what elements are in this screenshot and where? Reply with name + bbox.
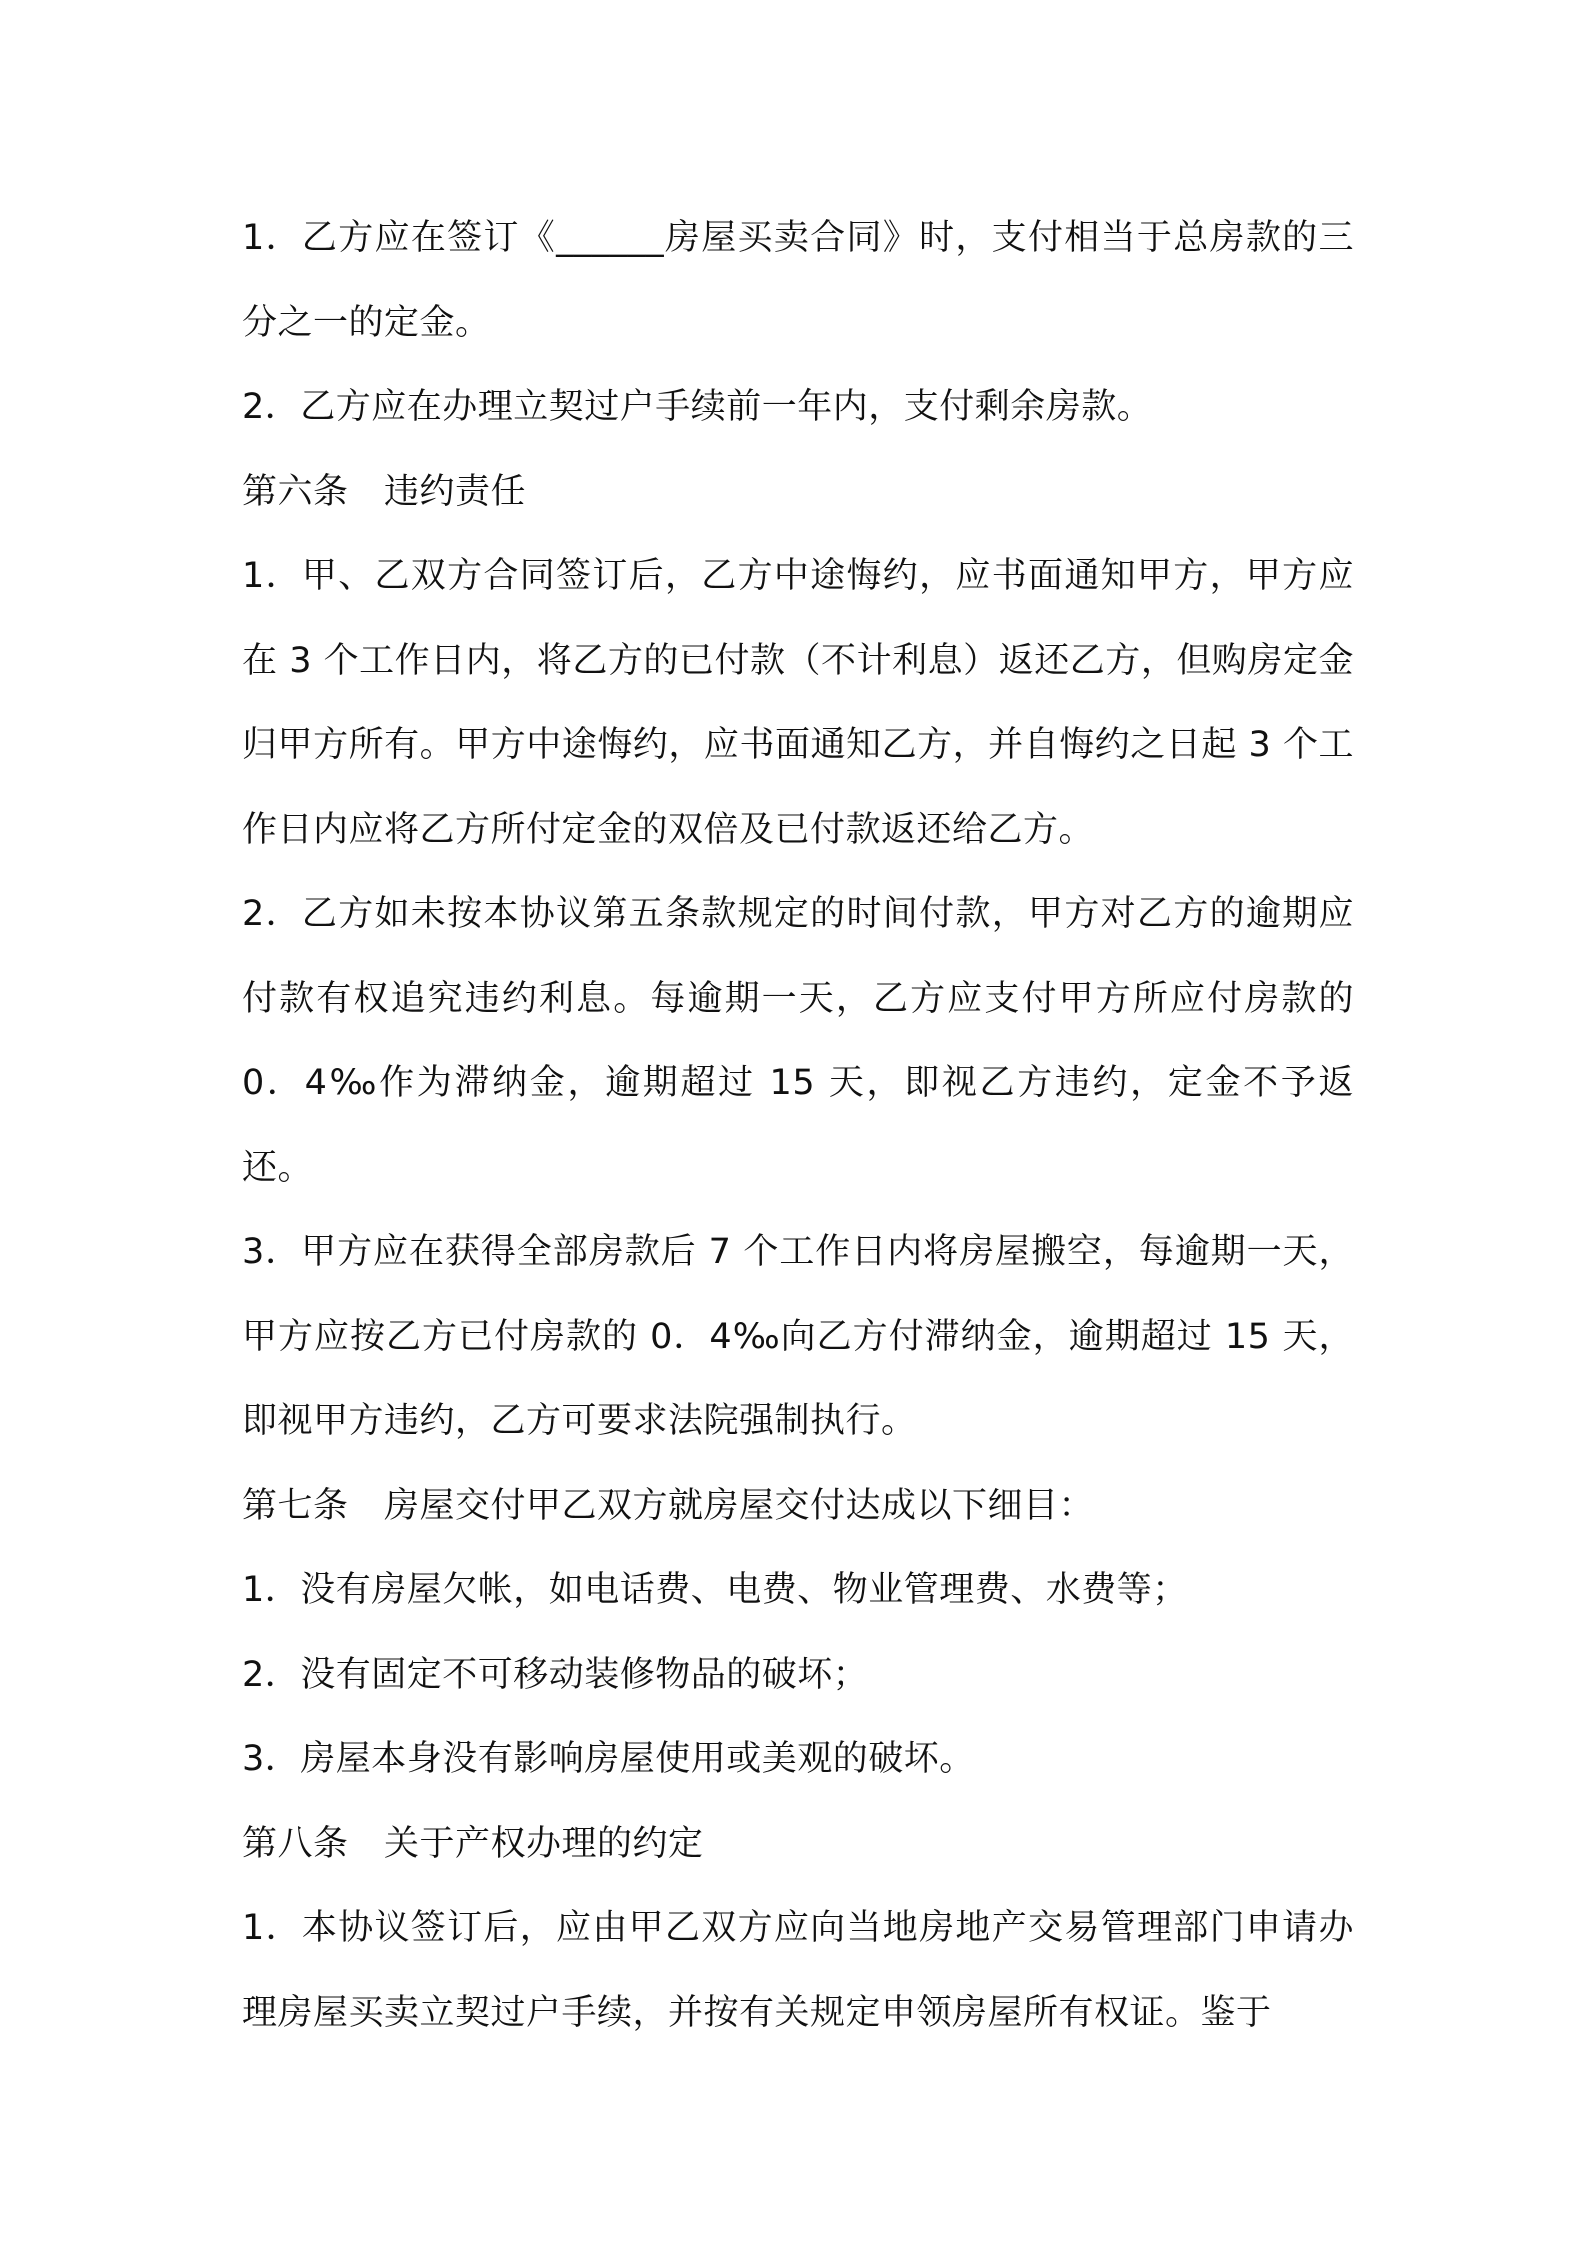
article7-item1: 1．没有房屋欠帐，如电话费、电费、物业管理费、水费等； [242,1570,1188,1610]
article8-heading: 第八条 关于产权办理的约定 [242,1823,704,1864]
clause5-item1: 1．乙方应在签订《______房屋买卖合同》时，支付相当于总房款的三分之一的定金。 [242,218,1354,343]
article7-item3: 3．房屋本身没有影响房屋使用或美观的破坏。 [242,1739,975,1779]
article6-heading: 第六条 违约责任 [242,471,527,512]
document-body [242,196,1354,2055]
article7-heading: 第七条 房屋交付甲乙双方就房屋交付达成以下细目： [242,1485,1095,1526]
article6-item3: 3．甲方应在获得全部房款后 7 个工作日内将房屋搬空，每逾期一天，甲方应按乙方已付房款的 0．4‰向乙方付滞纳金，逾期超过 15 天，即视甲方违约，乙方可要求法院强制执行。 [242,1232,1354,1441]
article8-item1: 1．本协议签订后，应由甲乙双方应向当地房地产交易管理部门申请办理房屋买卖立契过户手续，并按有关规定申领房屋所有权证。鉴于 [242,1908,1354,2033]
article7-item2: 2．没有固定不可移动装修物品的破坏； [242,1654,869,1695]
article6-item1: 1．甲、乙双方合同签订后，乙方中途悔约，应书面通知甲方，甲方应在 3 个工作日内，将乙方的已付款（不计利息）返还乙方，但购房定金归甲方所有。甲方中途悔约，应书面通知乙方，并自悔约之日起 3 个工作日内应将乙方所付定金的双倍及已付款返还给乙方。 [242,556,1354,850]
article6-item2: 2．乙方如未按本协议第五条款规定的时间付款，甲方对乙方的逾期应付款有权追究违约利息。每逾期一天，乙方应支付甲方所应付房款的 0．4‰作为滞纳金，逾期超过 15 天，即视乙方违约，定金不予返还。 [242,894,1354,1188]
clause5-item2: 2．乙方应在办理立契过户手续前一年内，支付剩余房款。 [242,387,1153,427]
